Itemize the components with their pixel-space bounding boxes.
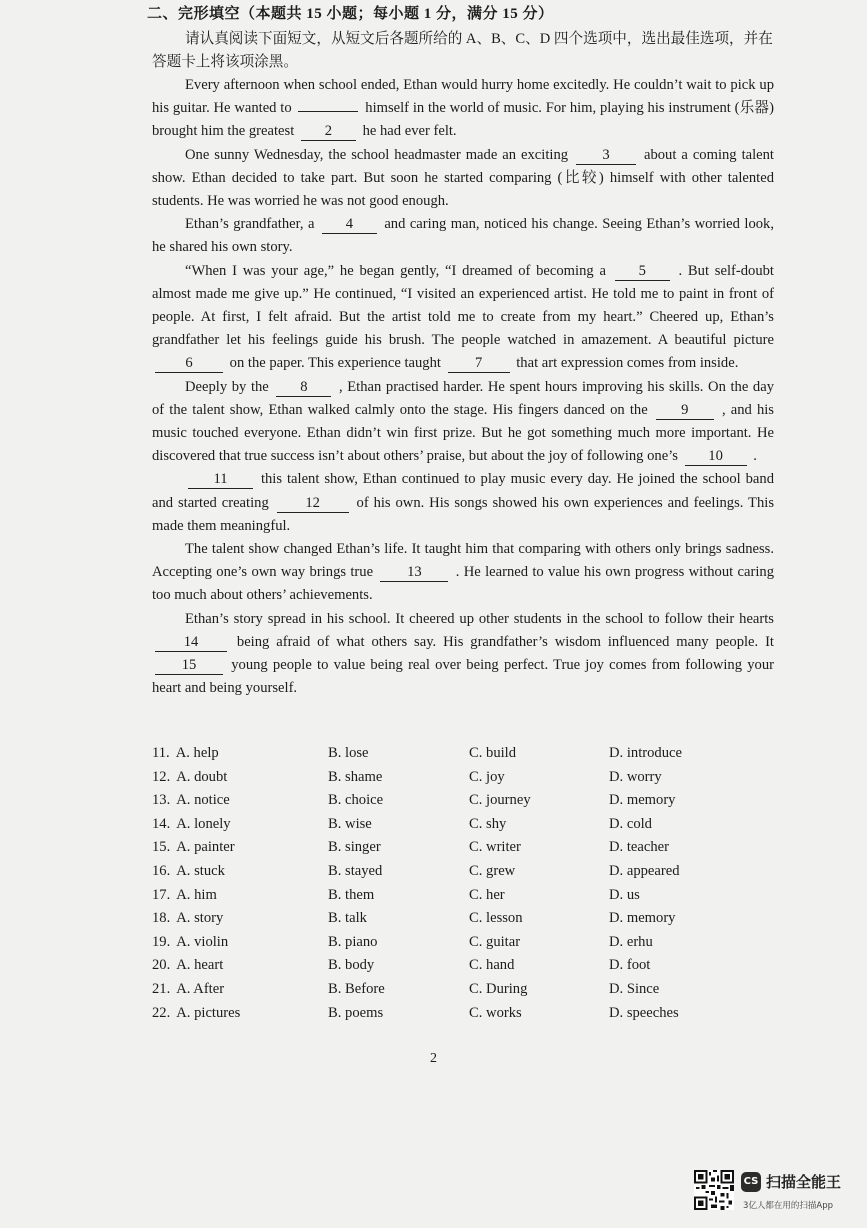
- question-number-and-option-a: [152, 863, 225, 880]
- cloze-blank: 15: [155, 657, 223, 675]
- camscanner-tagline: 3亿人都在用的扫描App: [743, 1201, 834, 1211]
- cloze-blank: 11: [188, 471, 253, 489]
- option-b: B. lose: [328, 745, 369, 761]
- question-number-and-option-a: [152, 981, 224, 998]
- option-a: A. stuck: [176, 862, 225, 879]
- option-b: B. poems: [328, 1004, 384, 1021]
- option-d: D. us: [609, 886, 640, 903]
- passage-text: Ethan’s story spread in his school. It cheered up other students in the school to follow their hearts: [185, 610, 774, 627]
- option-c: C. journey: [469, 792, 531, 809]
- option-a: A. help: [175, 745, 219, 761]
- cloze-blank: [298, 111, 358, 112]
- qr-code-icon: [694, 1170, 734, 1210]
- option-a: A. violin: [176, 933, 229, 950]
- passage-paragraph: [152, 608, 774, 701]
- passage-text: himself in the world of music. For him, playing his instrument (乐器) brought him the greatest: [152, 100, 774, 140]
- option-b: B. piano: [328, 933, 378, 950]
- passage-text: Every afternoon when school ended, Ethan would hurry home excitedly. He couldn’t wait to pick up his guitar. He wanted to: [152, 77, 774, 117]
- question-number: 20.: [152, 957, 171, 974]
- question-row: [152, 934, 752, 958]
- camscanner-watermark: [694, 1170, 864, 1214]
- passage-paragraph: [152, 468, 774, 538]
- option-d: D. introduce: [609, 745, 682, 761]
- question-number-and-option-a: [152, 839, 235, 856]
- passage-text: . But self-doubt almost made me give up.” He continued, “I visited an experienced artist. He told me to paint in front of people. At first, I felt afraid. But the artist told me to create from my heart.” Cheered up, Ethan’s grandfather let his feelings guide his brush. The people watched in amazement. A beautiful picture: [152, 262, 774, 349]
- question-row: [152, 839, 752, 863]
- passage-paragraph: [152, 538, 774, 608]
- cloze-blank: 12: [277, 495, 349, 513]
- cloze-blank: 5: [615, 263, 670, 281]
- passage-text: that art expression comes from inside.: [516, 355, 739, 372]
- passage-paragraph: [152, 213, 774, 259]
- question-number: 13.: [152, 792, 171, 809]
- passage-text: this talent show, Ethan continued to play music every day. He joined the school band and started creating: [152, 471, 774, 511]
- option-a: A. pictures: [176, 1004, 241, 1021]
- option-b: B. them: [328, 886, 375, 903]
- passage-text: One sunny Wednesday, the school headmaster made an exciting: [185, 146, 569, 163]
- option-b: B. choice: [328, 792, 384, 809]
- option-a: A. doubt: [176, 768, 228, 785]
- question-row: [152, 863, 752, 887]
- passage-text: and caring man, noticed his change. Seeing Ethan’s worried look, he shared his own story.: [152, 216, 774, 256]
- option-d: D. memory: [609, 910, 676, 927]
- option-b: B. stayed: [328, 862, 383, 879]
- option-b: B. wise: [328, 815, 372, 832]
- question-row: [152, 816, 752, 840]
- question-number-and-option-a: [152, 910, 223, 927]
- question-number-and-option-a: [152, 934, 228, 951]
- section-title: 二、完形填空（本题共 15 小题；每小题 1 分，满分 15 分）: [147, 6, 554, 22]
- cloze-blank: 7: [448, 355, 510, 373]
- question-number-and-option-a: [152, 816, 231, 833]
- passage-text: being afraid of what others say. His grandfather’s wisdom influenced many people. It: [236, 633, 774, 650]
- cloze-blank: 4: [322, 216, 377, 234]
- cloze-blank: 10: [685, 448, 747, 466]
- option-b: B. singer: [328, 839, 381, 856]
- option-a: A. painter: [176, 839, 235, 856]
- passage-text: Ethan’s grandfather, a: [185, 216, 315, 233]
- cloze-blank: 3: [576, 147, 636, 165]
- option-d: D. speeches: [609, 1004, 679, 1021]
- question-number-and-option-a: [152, 957, 223, 974]
- option-c: C. works: [469, 1004, 522, 1021]
- option-a: A. After: [176, 980, 225, 997]
- question-row: [152, 957, 752, 981]
- passage-paragraph: [152, 376, 774, 469]
- passage-paragraph: [152, 260, 774, 376]
- option-c: C. joy: [469, 768, 505, 785]
- passage-text: , Ethan practised harder. He spent hours improving his skills. On the day of the talent show, Ethan walked calmly onto the stage. His fingers danced on the: [152, 378, 774, 418]
- option-a: A. lonely: [176, 815, 231, 832]
- cloze-blank: 8: [276, 379, 331, 397]
- option-c: C. writer: [469, 839, 521, 856]
- passage-text: on the paper. This experience taught: [229, 355, 441, 372]
- question-number: 19.: [152, 933, 171, 950]
- question-number: 22.: [152, 1004, 171, 1021]
- option-b: B. Before: [328, 980, 385, 997]
- passage-text: young people to value being real over being perfect. True joy comes from following your heart and being yourself.: [152, 657, 774, 697]
- question-row: [152, 769, 752, 793]
- cloze-blank: 6: [155, 355, 223, 373]
- question-number-and-option-a: [152, 792, 230, 809]
- question-number: 12.: [152, 768, 171, 785]
- question-row: [152, 910, 752, 934]
- option-c: C. shy: [469, 815, 507, 832]
- question-number: 17.: [152, 886, 171, 903]
- option-b: B. talk: [328, 910, 367, 927]
- option-d: D. cold: [609, 815, 652, 832]
- option-d: D. teacher: [609, 839, 669, 856]
- passage-text: , and his music touched everyone. Ethan didn’t win first prize. But he got something much more important. He discovered that true success isn’t about others’ praise, but about the joy of following one’s: [152, 401, 774, 465]
- option-c: C. guitar: [469, 933, 521, 950]
- option-d: D. Since: [609, 980, 660, 997]
- question-number: 21.: [152, 980, 171, 997]
- option-c: C. build: [469, 745, 517, 761]
- cloze-passage: [152, 74, 774, 700]
- question-number-and-option-a: [152, 745, 219, 762]
- cloze-blank: 2: [301, 123, 356, 141]
- option-b: B. shame: [328, 768, 383, 785]
- question-number: 18.: [152, 910, 171, 927]
- passage-paragraph: [152, 144, 774, 214]
- question-number-and-option-a: [152, 1005, 240, 1022]
- question-number-and-option-a: [152, 769, 227, 786]
- page-number: 2: [430, 1051, 437, 1066]
- option-d: D. foot: [609, 957, 651, 974]
- option-a: A. story: [176, 910, 224, 927]
- answer-options: [152, 745, 752, 1028]
- passage-text: of his own. His songs showed his own experiences and feelings. This made them meaningful.: [152, 494, 774, 534]
- question-row: [152, 1005, 752, 1029]
- option-d: D. appeared: [609, 862, 680, 879]
- passage-text: . He learned to value his own progress without caring too much about others’ achievements.: [152, 564, 774, 604]
- option-c: C. lesson: [469, 910, 523, 927]
- passage-text: Deeply by the: [185, 378, 269, 395]
- cloze-blank: 13: [380, 564, 448, 582]
- passage-text: .: [753, 448, 757, 465]
- option-d: D. memory: [609, 792, 676, 809]
- section-instructions: 请认真阅读下面短文，从短文后各题所给的 A、B、C、D 四个选项中，选出最佳选项，并在答题卡上将该项涂黑。: [152, 31, 773, 70]
- cloze-blank: 14: [155, 634, 227, 652]
- passage-text: “When I was your age,” he began gently, “I dreamed of becoming a: [185, 262, 606, 279]
- cloze-blank: 9: [656, 402, 714, 420]
- passage-text: he had ever felt.: [362, 123, 457, 140]
- option-c: C. hand: [469, 957, 515, 974]
- question-number-and-option-a: [152, 887, 217, 904]
- option-a: A. heart: [176, 957, 224, 974]
- question-number: 11.: [152, 745, 170, 761]
- option-d: D. erhu: [609, 933, 653, 950]
- option-b: B. body: [328, 957, 375, 974]
- option-c: C. her: [469, 886, 505, 903]
- question-row: [152, 745, 752, 769]
- option-a: A. him: [176, 886, 217, 903]
- camscanner-logo: CS: [741, 1172, 761, 1192]
- question-row: [152, 981, 752, 1005]
- question-row: [152, 792, 752, 816]
- passage-text: The talent show changed Ethan’s life. It taught him that comparing with others only brings sadness. Accepting one’s own way brings true: [152, 541, 774, 581]
- question-number: 14.: [152, 815, 171, 832]
- passage-paragraph: [152, 74, 774, 144]
- question-row: [152, 887, 752, 911]
- option-c: C. grew: [469, 862, 516, 879]
- question-number: 15.: [152, 839, 171, 856]
- camscanner-app-name: 扫描全能王: [766, 1173, 842, 1191]
- option-c: C. During: [469, 980, 528, 997]
- passage-text: about a coming talent show. Ethan decided to take part. But soon he started comparing (比较) himself with other talented students. He was worried he was not good enough.: [152, 146, 774, 210]
- option-d: D. worry: [609, 768, 662, 785]
- option-a: A. notice: [176, 792, 230, 809]
- question-number: 16.: [152, 862, 171, 879]
